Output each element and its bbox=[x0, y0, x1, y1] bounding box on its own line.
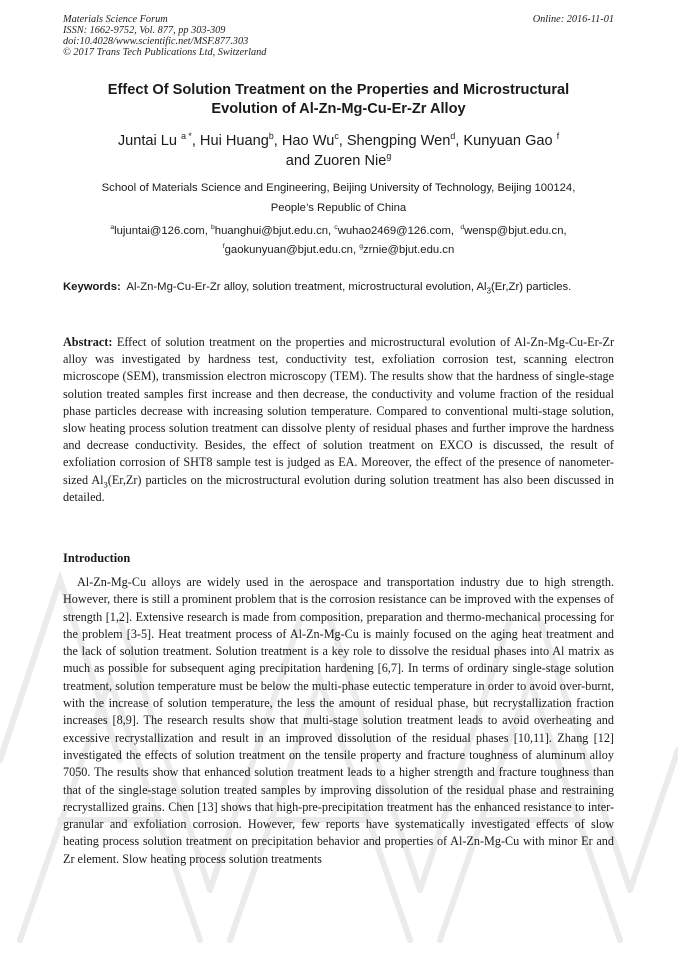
email-link[interactable]: wuhao2469@126.com bbox=[337, 225, 451, 237]
doi-line: doi:10.4028/www.scientific.net/MSF.877.303 bbox=[63, 36, 249, 47]
author-name: Shengping Wen bbox=[346, 133, 451, 149]
author-line-1: Juntai Lu $^{a *}$, Hui Huang$^b$, Hao Wu$^c$, Shengping Wen$^d$, Kunyuan Gao $^f$ bbox=[117, 131, 560, 149]
section-heading-introduction: Introduction bbox=[63, 551, 131, 565]
email-link[interactable]: lujuntai@126.com bbox=[114, 225, 205, 237]
email-line-2: $^f$gaokunyuan@bjut.edu.cn, $^g$zrnie@bjut.edu.cn bbox=[222, 243, 455, 256]
email-link[interactable]: zrnie@bjut.edu.cn bbox=[363, 244, 455, 256]
title-line-2: Evolution of Al-Zn-Mg-Cu-Er-Zr Alloy bbox=[211, 100, 466, 117]
abstract: Abstract: Effect of solution treatment on the properties and microstructural evolution of Al-Zn-Mg-Cu-Er-Zr alloy was investigated by hardness test, conductivity test, exfoliation corrosion test, scanning electron microscope (SEM), transmission electron microscopy (TEM). The results show that the hardness of single-stage solution treated samples first increase and then decrease, the conductivity and volume fraction of the residual phase particles decrease with increasing solution temperature. Compared to conventional multi-stage solution, slow heating process solution treatment can dissolve plenty of residual phases and further improve the hardness and decrease conductivity. Besides, the effect of solution treatment on EXCO is discussed, the result of exfoliation corrosion of SHT8 sample test is judged as EA. Moreover, the effect of the presence of nanometer-sized $Al_3(Er,Zr)$ particles on the microstructural evolution during solution treatment has also been discussed in detailed. bbox=[63, 335, 615, 504]
issn-line: ISSN: 1662-9752, Vol. 877, pp 303-309 bbox=[63, 25, 226, 36]
copyright-line: © 2017 Trans Tech Publications Ltd, Switzerland bbox=[63, 47, 267, 58]
author-marker: g bbox=[386, 151, 392, 162]
email-line-1: $^a$lujuntai@126.com, $^b$huanghui@bjut.edu.cn, $^c$wuhao2469@126.com, $^d$wensp@bjut.edu.cn, bbox=[110, 224, 567, 237]
keywords: Keywords: Al-Zn-Mg-Cu-Er-Zr alloy, solution treatment, microstructural evolution, $Al_3(Er,Zr)$ particles. bbox=[63, 281, 572, 296]
author-name: Hao Wu bbox=[281, 133, 335, 149]
author-name: Juntai Lu bbox=[117, 133, 178, 149]
author-line-2 bbox=[63, 151, 614, 171]
introduction-body bbox=[63, 574, 614, 868]
author-marker: f bbox=[556, 131, 560, 142]
author-list bbox=[63, 131, 614, 171]
author-marker: d bbox=[450, 131, 456, 142]
author-name: and Zuoren Nie bbox=[285, 153, 387, 169]
keywords-label: Keywords: bbox=[63, 281, 121, 293]
author-marker: a * bbox=[181, 131, 192, 142]
paper-title bbox=[63, 81, 614, 118]
author-marker: c bbox=[334, 131, 339, 142]
online-date: Online: 2016-11-01 bbox=[532, 14, 614, 25]
affiliation: School of Materials Science and Engineering, Beijing University of Technology, Beijing 100124, People’s Republic of China bbox=[101, 182, 576, 214]
email-list bbox=[63, 222, 614, 260]
author-name: Hui Huang bbox=[199, 133, 269, 149]
abstract-text: Effect of solution treatment on the properties and microstructural evolution of Al-Zn-Mg-Cu-Er-Zr alloy was investigated by hardness test, conductivity test, exfoliation corrosion test, scanning electron microscope (SEM), transmission electron microscopy (TEM). The results show that the hardness of single-stage solution treated samples first increase and then decrease, the conductivity and volume fraction of the residual phase particles decrease with increasing solution temperature. Compared to conventional multi-stage solution, slow heating process solution treatment can dissolve plenty of residual phases and further improve the hardness and decrease conductivity. Besides, the effect of solution treatment on EXCO is discussed, the result of exfoliation corrosion of SHT8 sample test is judged as EA. Moreover, the effect of the presence of nanometer-sized Al bbox=[63, 335, 615, 487]
email-link[interactable]: gaokunyuan@bjut.edu.cn bbox=[224, 244, 353, 256]
email-link[interactable]: huanghui@bjut.edu.cn bbox=[214, 225, 329, 237]
journal-name: Materials Science Forum bbox=[63, 14, 168, 25]
abstract-label: Abstract: bbox=[63, 335, 113, 349]
author-marker: b bbox=[268, 131, 274, 142]
title-line-1: Effect Of Solution Treatment on the Properties and Microstructural bbox=[107, 82, 570, 98]
email-link[interactable]: wensp@bjut.edu.cn bbox=[464, 225, 564, 237]
author-name: Kunyuan Gao bbox=[463, 133, 553, 149]
introduction-paragraph: Al-Zn-Mg-Cu alloys are widely used in the aerospace and transportation industry due to high strength. However, there is still a prominent problem that is the corrosion resistance can be improved with the expenses of strength [1,2]. Extensive research is made from composition, preparation and thermo-mechanical processing for the problem [3-5]. Heat treatment process of Al-Zn-Mg-Cu is mainly focused on the aging heat treatment and the lack of solution treatment. Solution treatment is a key role to dissolve the residual phases into Al matrix as much as possible for subsequent aging precipitation hardening [6,7]. In terms of ordinary single-stage solution treatment, solution temperature must be below the multi-phase eutectic temperature in order to avoid over-burnt, with the increase of solution temperature, the less the amount of residual phase, but recrystallization fraction increases [8,9]. The research results show that multi-stage solution treatment leads to avoid overheating and excessive recrystallization and result in an improved dissolution of the residual phases [10,11]. Zhang [12] investigated the effects of solution treatment on the tensile property and fracture toughness of aluminum alloy 7050. The results show that enhanced solution treatment leads to a higher strength and fracture toughness than that of the single-stage solution treated samples by improving dissolution of the residual phase and restraining recrystallized grains. Chen [13] shows that high-pre-precipitation treatment has the enhanced resistance to inter-granular and exfoliation corrosion. However, few reports have systematically investigated effects of slow heating process solution treatment on precipitation behavior and properties of Al-Zn-Mg-Cu with minor Er and Zr element. Slow heating process solution treatments bbox=[63, 575, 614, 866]
page-header bbox=[63, 14, 614, 58]
